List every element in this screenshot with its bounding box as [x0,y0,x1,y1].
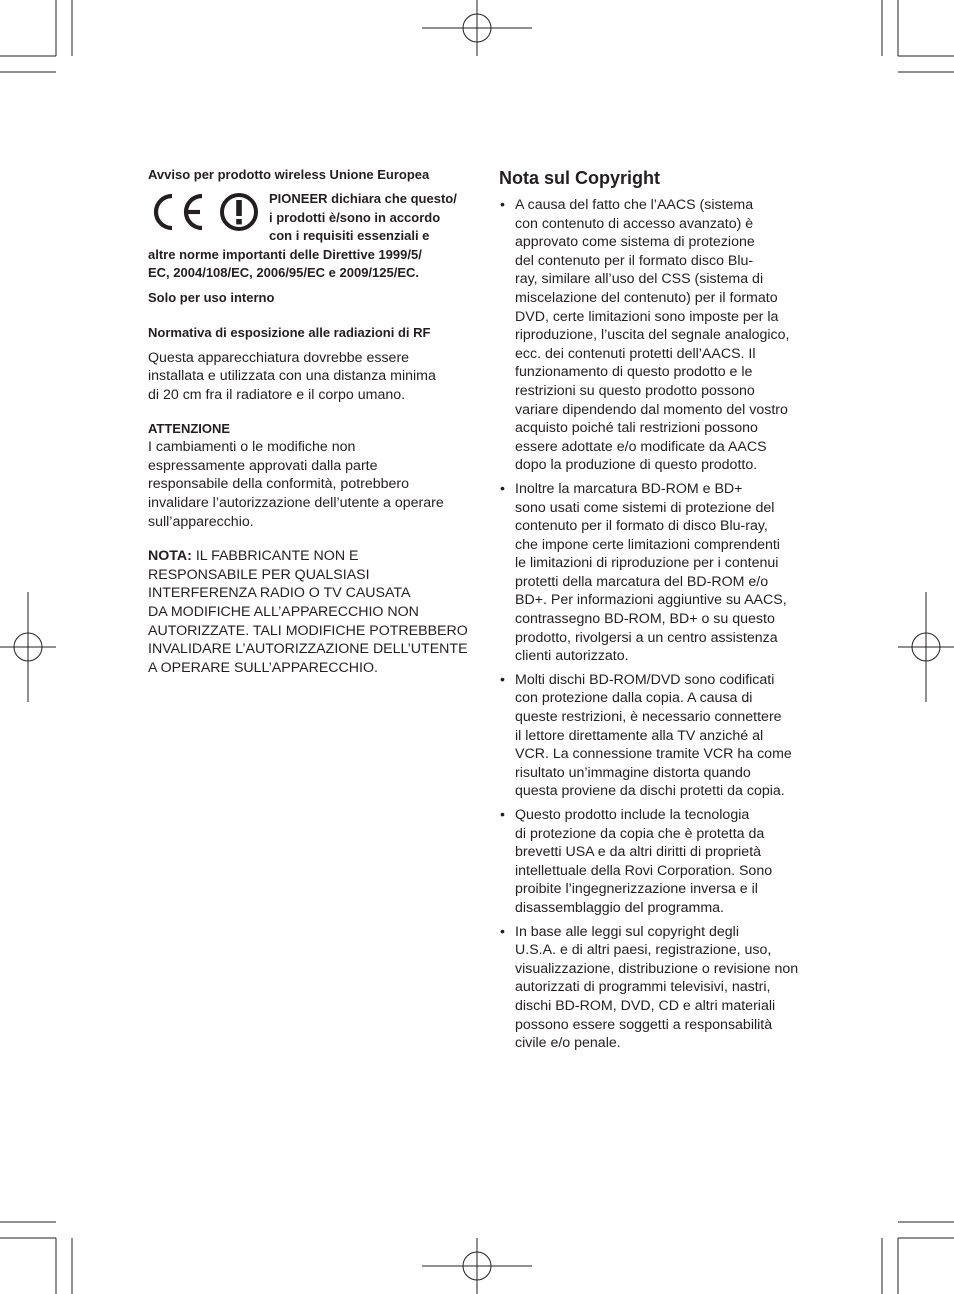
bullet-line: con contenuto di accesso avanzato) è [515,215,754,232]
bullet-line: contenuto per il formato di disco Blu-ray, [515,518,768,535]
bullet-dot: • [500,671,505,688]
bullet-line: possono essere soggetti a responsabilità [515,1016,773,1033]
registration-target-right [898,592,954,702]
text-line: Questa apparecchiatura dovrebbe essere [148,349,410,366]
bullet-line: intellettuale della Rovi Corporation. Sono [515,862,773,879]
copyright-bullet-item [499,923,819,1053]
eu-wireless-notice-heading: Avviso per prodotto wireless Unione Europea [148,167,430,182]
bullet-line: proibite l’ingegnerizzazione inversa e il [515,881,758,898]
text-line: di 20 cm fra il radiatore e il corpo umano. [148,386,406,403]
bullet-line: brevetti USA e da altri diritti di proprietà [515,844,762,861]
text-line: A OPERARE SULL’APPARECCHIO. [148,659,378,676]
text-line: I cambiamenti o le modifiche non [148,439,356,456]
rf-exposure-heading: Normativa di esposizione alle radiazioni di RF [148,324,431,340]
bullet-line: Molti dischi BD-ROM/DVD sono codificati [515,671,775,688]
registration-target-left [0,592,56,702]
bullet-line: che impone certe limitazioni comprendenti [515,536,780,553]
bullet-line: VCR. La connessione tramite VCR ha come [515,746,792,763]
bullet-line: funzionamento di questo prodotto e le [515,364,753,381]
bullet-line: miscelazione del contenuto) per il formato [515,289,778,306]
bullet-line: autorizzati di programmi televisivi, nastri, [515,979,771,996]
bullet-line: visualizzazione, distribuzione o revisione non [515,960,799,977]
bullet-line: questa proviene da dischi protetti da copia. [515,783,785,800]
bullet-line: approvato come sistema di protezione [515,234,755,251]
declaration-line: PIONEER dichiara che questo/ [269,191,457,206]
bullet-dot: • [500,807,505,823]
text-line: AUTORIZZATE. TALI MODIFICHE POTREBBERO [148,622,468,639]
bullet-line: contrassegno BD-ROM, BD+ o su questo [515,611,775,628]
attention-text [148,438,470,531]
bullet-line: essere adottate e/o modificate da AACS [515,438,767,455]
copyright-bullet-item [499,671,819,801]
text-line: INVALIDARE L’AUTORIZZAZIONE DELL’UTENTE [148,641,468,658]
bullet-line: civile e/o penale. [515,1035,621,1052]
bullet-line: del contenuto per il formato disco Blu- [515,252,754,269]
declaration-block [148,190,470,283]
note-line: IL FABBRICANTE NON E [191,548,359,565]
bullet-line: dopo la produzione di questo prodotto. [515,457,758,474]
text-line: responsabile della conformità, potrebbero [148,476,410,493]
text-line: RESPONSABILE PER QUALSIASI [148,566,370,583]
text-line: installata e utilizzata con una distanza minima [148,368,436,385]
text-line [148,547,470,566]
bullet-line: risultato un’immagine distorta quando [515,764,751,781]
bullet-line: riproduzione, l’uscita del segnale analogico, [515,327,790,344]
bullet-line: clienti autorizzato. [515,648,629,665]
copyright-bullet-item [499,806,819,918]
certification-logos [150,192,262,232]
declaration-line: EC, 2004/108/EC, 2006/95/EC e 2009/125/EC. [148,265,420,280]
bullet-line: protetti della marcatura del BD-ROM e/o [515,573,769,590]
bullet-line: BD+. Per informazioni aggiuntive su AACS, [515,592,787,609]
bullet-line: variare dipendendo dal momento del vostro [515,401,788,418]
bullet-line: disassemblaggio del programma. [515,899,724,916]
right-column [499,166,819,1058]
bullet-line: sono usati come sistemi di protezione del [515,499,775,516]
rf-exposure-text [148,349,470,405]
copyright-bullet-item [499,196,819,475]
left-column [148,166,470,677]
bullet-line: il lettore direttamente alla TV anziché al [515,727,764,744]
bullet-dot: • [500,923,505,940]
text-line: espressamente approvati dalla parte [148,457,378,474]
bullet-line: con protezione dalla copia. A causa di [515,690,753,707]
note-text [148,547,470,677]
text-line: INTERFERENZA RADIO O TV CAUSATA [148,585,411,602]
text-line: sull’apparecchio. [148,513,254,530]
bullet-line: ecc. dei contenuti protetti dell’AACS. Il [515,345,756,362]
bullet-line: prodotto, rivolgersi a un centro assistenza [515,629,778,646]
registration-target-top [422,0,532,56]
bullet-dot: • [500,197,505,213]
attention-heading: ATTENZIONE [148,421,231,437]
bullet-line: ray, similare all’uso del CSS (sistema di [515,271,764,288]
bullet-line: A causa del fatto che l’AACS (sistema [515,197,754,213]
ce-mark-icon [156,196,202,228]
copyright-bullet-item [499,480,819,666]
bullet-line: DVD, certe limitazioni sono imposte per la [515,308,779,325]
declaration-line: altre norme importanti delle Direttive 1999/5/ [148,246,422,262]
bullet-line: Inoltre la marcatura BD-ROM e BD+ [515,480,743,497]
bullet-line: acquisto poiché tali restrizioni possono [515,420,758,437]
bullet-dot: • [500,480,505,497]
note-label: NOTA: [148,548,192,565]
declaration-line: i prodotti è/sono in accordo [269,209,441,225]
bullet-line: In base alle leggi sul copyright degli [515,923,739,940]
text-line: invalidare l’autorizzazione dell’utente a operare [148,495,444,512]
text-line: DA MODIFICHE ALL’APPARECCHIO NON [148,604,419,621]
indoor-use-only: Solo per uso interno [148,289,275,305]
bullet-line: le limitazioni di riproduzione per i contenui [515,555,779,572]
copyright-bullet-list [499,196,819,1053]
copyright-title: Nota sul Copyright [499,168,660,188]
bullet-line: queste restrizioni, è necessario connettere [515,709,782,726]
alert-mark-icon [222,195,256,229]
bullet-line: Questo prodotto include la tecnologia [515,807,750,823]
bullet-line: U.S.A. e di altri paesi, registrazione, uso, [515,942,772,959]
bullet-line: di protezione da copia che è protetta da [515,825,765,842]
registration-target-bottom [422,1238,532,1294]
bullet-line: restrizioni su questo prodotto possono [515,382,755,399]
bullet-line: dischi BD-ROM, DVD, CD e altri materiali [515,997,776,1014]
declaration-line: con i requisiti essenziali e [269,228,430,243]
